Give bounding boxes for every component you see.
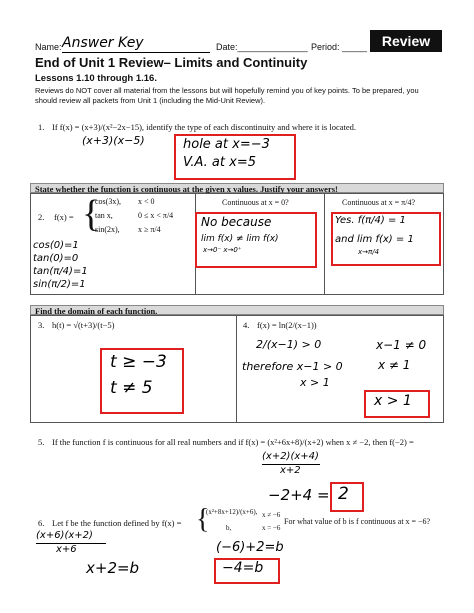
- q1-answer-1: hole at x=−3: [183, 137, 270, 152]
- q6-answer: −4=b: [222, 560, 264, 576]
- q2-piece-2: tan x,: [95, 211, 113, 220]
- review-badge: Review: [370, 30, 442, 52]
- q4-text: f(x) = ln(2/(x−1)): [257, 320, 317, 330]
- q3-text: h(t) = √(t+3)/(t−5): [52, 320, 115, 330]
- q6-work-1: (x+6)(x+2): [36, 530, 93, 541]
- q3-answer-2: t ≠ 5: [110, 378, 153, 398]
- q5-work-3: −2+4 =: [268, 486, 330, 504]
- q2-answer-b-1: Yes. f(π/4) = 1: [335, 215, 406, 226]
- q2-work-4: sin(π/2)=1: [33, 279, 86, 290]
- name-underline: [62, 52, 210, 53]
- q6-cond-2: x = −6: [262, 524, 281, 532]
- q6-piece-2: b,: [226, 524, 232, 532]
- q6-number: 6.: [38, 518, 45, 528]
- q3-number: 3.: [38, 320, 45, 330]
- intro-text: Reviews do NOT cover all material from the lessons but will hopefully remind you of key points. To be prepared, you should review all packets from Unit 1 (including the Mid-Unit Review).: [35, 86, 419, 105]
- name-label: Name:: [35, 42, 62, 52]
- q2-cond-3: x ≥ π/4: [138, 225, 161, 234]
- q1-answer-2: V.A. at x=5: [183, 155, 256, 170]
- q6-work-3: x+2=b: [86, 559, 140, 577]
- q4-side-2: x ≠ 1: [378, 358, 411, 372]
- q6-work-2: x+6: [56, 544, 77, 555]
- q2-cond-2: 0 ≤ x < π/4: [138, 211, 174, 220]
- q2-work-1: cos(0)=1: [33, 240, 79, 251]
- section-continuity: State whether the function is continuous at the given x values. Justify your answers!: [30, 183, 444, 193]
- name-value: Answer Key: [62, 35, 144, 51]
- q2-answer-b-3: x→π/4: [358, 248, 380, 256]
- q4-work-3: x > 1: [300, 376, 330, 389]
- q4-side-1: x−1 ≠ 0: [376, 338, 427, 352]
- q1-work: (x+3)(x−5): [82, 134, 145, 147]
- q6-piece-1: (x²+8x+12)/(x+6),: [206, 508, 258, 516]
- section-domain: Find the domain of each function.: [30, 305, 444, 315]
- q2-prompt-a: Continuous at x = 0?: [222, 198, 289, 207]
- q2-prompt-b: Continuous at x = π/4?: [342, 198, 415, 207]
- q4-work-2: therefore x−1 > 0: [242, 360, 343, 373]
- q2-cond-1: x < 0: [138, 197, 155, 206]
- lessons-subtitle: Lessons 1.10 through 1.16.: [35, 73, 157, 84]
- q2-work-2: tan(0)=0: [33, 253, 79, 264]
- q5-text: If the function f is continuous for all real numbers and if f(x) = (x²+6x+8)/(x+2) when x ≠ −2, then f(−2) =: [52, 437, 414, 447]
- q4-number: 4.: [243, 320, 250, 330]
- q6-brace: {: [196, 504, 210, 535]
- q2-lhs: f(x) =: [54, 212, 74, 222]
- q4-answer: x > 1: [374, 393, 412, 409]
- q5-work-1: (x+2)(x+4): [262, 451, 319, 462]
- q6-text-b: For what value of b is f continuous at x = −6?: [284, 517, 431, 526]
- q5-number: 5.: [38, 437, 45, 447]
- q2-piece-1: cos(3x),: [95, 197, 121, 206]
- q2-work-3: tan(π/4)=1: [33, 266, 88, 277]
- q2-piece-3: sin(2x),: [95, 225, 120, 234]
- q3-answer-1: t ≥ −3: [110, 352, 167, 372]
- page-title: End of Unit 1 Review– Limits and Continuity: [35, 55, 308, 70]
- q5-answer: 2: [338, 484, 349, 504]
- q2-answer-a-2: lim f(x) ≠ lim f(x): [201, 234, 279, 244]
- q4-work-1: 2/(x−1) > 0: [256, 338, 322, 351]
- q2-answer-b-2: and lim f(x) = 1: [335, 234, 414, 245]
- date-label: Date:______________: [216, 42, 308, 52]
- q2-answer-a-1: No because: [201, 215, 272, 229]
- q2-answer-a-3: x→0⁻ x→0⁺: [203, 246, 242, 254]
- period-label: Period: _____: [311, 42, 368, 52]
- q1-number: 1.: [38, 122, 45, 132]
- q5-work-2: x+2: [280, 465, 301, 476]
- q1-text: If f(x) = (x+3)/(x²−2x−15), identify the type of each discontinuity and where it is located.: [52, 122, 357, 132]
- q6-work-4: (−6)+2=b: [216, 540, 284, 555]
- q6-cond-1: x ≠ −6: [262, 511, 281, 519]
- q6-text-a: Let f be the function defined by f(x) =: [52, 518, 182, 528]
- q2-brace: {: [82, 193, 101, 235]
- q2-number: 2.: [38, 212, 45, 222]
